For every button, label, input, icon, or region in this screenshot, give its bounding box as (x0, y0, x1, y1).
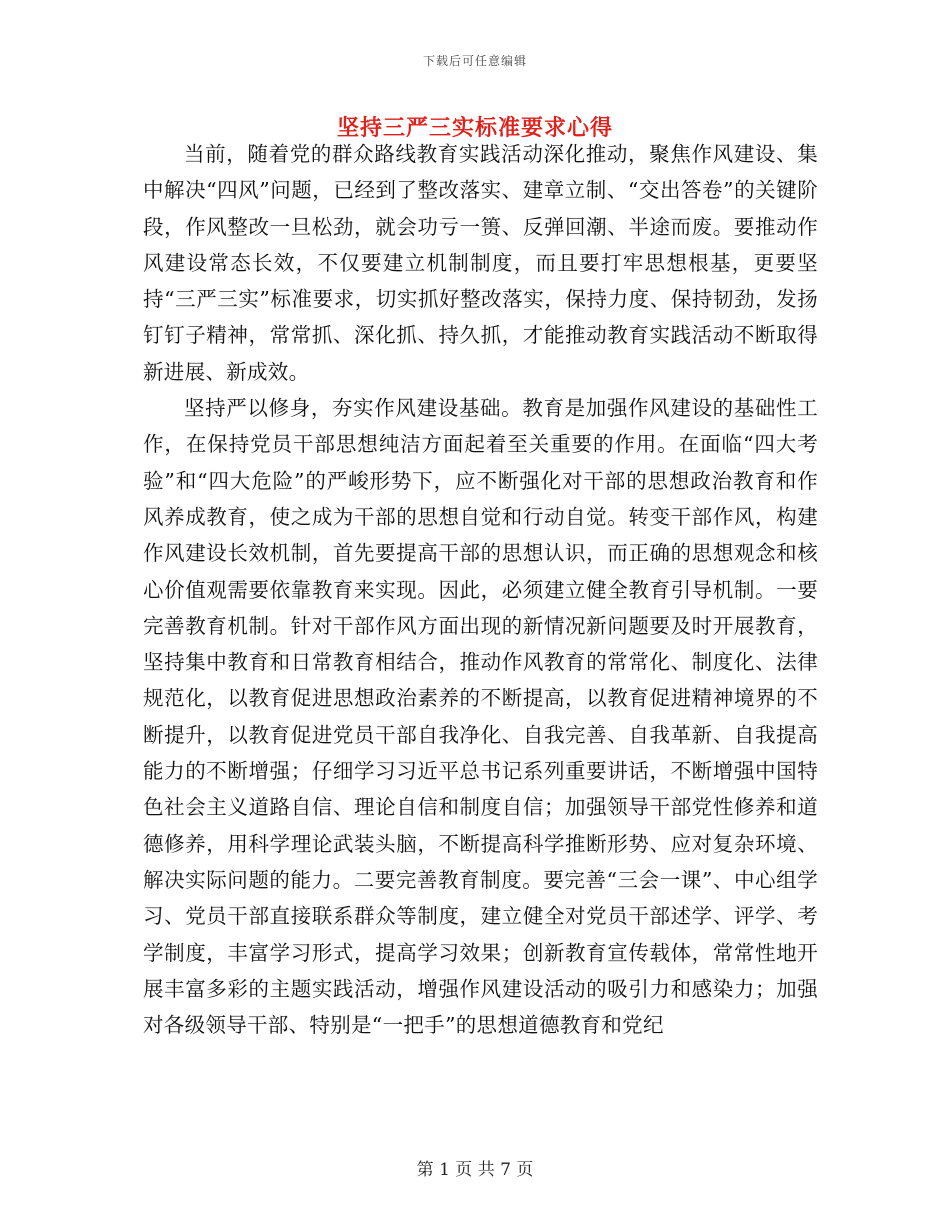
page-header-note: 下载后可任意编辑 (422, 54, 527, 68)
document-title: 坚持三严三实标准要求心得 (336, 115, 613, 141)
page-number: 第 1 页 共 7 页 (416, 1160, 534, 1180)
document-body (143, 136, 818, 1043)
body-paragraph: 坚持严以修身，夯实作风建设基础。教育是加强作风建设的基础性工作，在保持党员干部思想纯洁方面起着至关重要的作用。在面临“四大考验”和“四大危险”的严峻形势下，应不断强化对干部的思想政治教育和作风养成教育，使之成为干部的思想自觉和行动自觉。转变干部作风，构建作风建设长效机制，首先要提高干部的思想认识，而正确的思想观念和核心价值观需要依靠教育来实现。因此，必须建立健全教育引导机制。一要完善教育机制。针对干部作风方面出现的新情况新问题要及时开展教育，坚持集中教育和日常教育相结合，推动作风教育的常常化、制度化、法律规范化，以教育促进思想政治素养的不断提高，以教育促进精神境界的不断提升，以教育促进党员干部自我净化、自我完善、自我革新、自我提高能力的不断增强；仔细学习习近平总书记系列重要讲话，不断增强中国特色社会主义道路自信、理论自信和制度自信；加强领导干部党性修养和道德修养，用科学理论武装头脑，不断提高科学推断形势、应对复杂环境、解决实际问题的能力。二要完善教育制度。要完善“三会一课”、中心组学习、党员干部直接联系群众等制度，建立健全对党员干部述学、评学、考学制度，丰富学习形式，提高学习效果；创新教育宣传载体，常常性地开展丰富多彩的主题实践活动，增强作风建设活动的吸引力和感染力；加强对各级领导干部、特别是“一把手”的思想道德教育和党纪 (143, 396, 818, 1038)
body-paragraph: 当前，随着党的群众路线教育实践活动深化推动，聚焦作风建设、集中解决“四风”问题，已经到了整改落实、建章立制、“交出答卷”的关键阶段，作风整改一旦松劲，就会功亏一篑、反弹回潮、半途而废。要推动作风建设常态长效，不仅要建立机制制度，而且要打牢思想根基，更要坚持“三严三实”标准要求，切实抓好整改落实，保持力度、保持韧劲，发扬钉钉子精神，常常抓、深化抓、持久抓，才能推动教育实践活动不断取得新进展、新成效。 (143, 142, 818, 384)
